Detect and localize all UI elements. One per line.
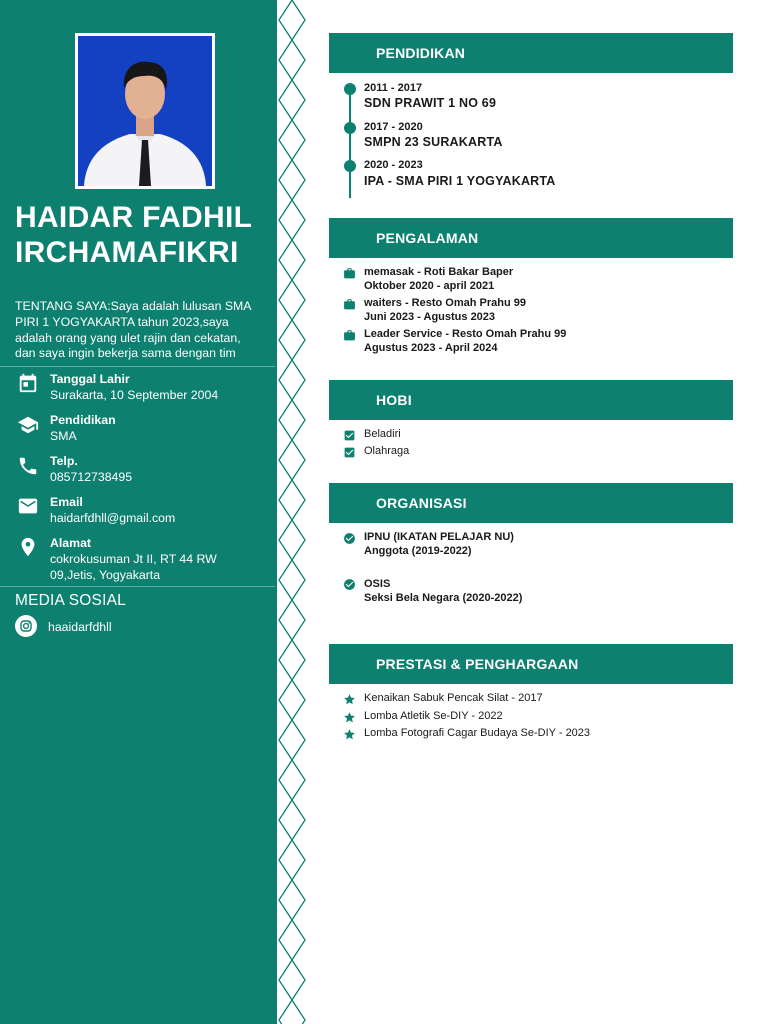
- achievement-item: Lomba Atletik Se-DIY - 2022: [364, 710, 503, 722]
- sidebar: [0, 0, 277, 1024]
- star-icon: [343, 693, 356, 706]
- checkbox-checked-icon: [343, 446, 356, 459]
- contact-value: 085712738495: [50, 470, 133, 484]
- contact-value: SMA: [50, 429, 77, 443]
- education-years: 2017 - 2020: [364, 121, 423, 133]
- contact-label: Pendidikan: [50, 413, 116, 427]
- email-icon: [17, 495, 39, 517]
- divider: [0, 586, 275, 587]
- organization-detail: Anggota (2019-2022): [364, 545, 472, 557]
- about-line: dan saya ingin bekerja sama dengan tim: [15, 346, 236, 361]
- about-line: TENTANG SAYA:Saya adalah lulusan SMA: [15, 299, 252, 313]
- timeline-dot: [344, 83, 356, 95]
- address-line: 09,Jetis, Yogyakarta: [50, 568, 161, 582]
- timeline-dot: [344, 160, 356, 172]
- calendar-icon: [17, 372, 39, 394]
- experience-role: memasak - Roti Bakar Baper: [364, 266, 514, 278]
- experience-period: Agustus 2023 - April 2024: [364, 342, 498, 354]
- graduation-cap-icon: [17, 414, 39, 436]
- star-icon: [343, 728, 356, 741]
- education-years: 2020 - 2023: [364, 159, 423, 171]
- education-years: 2011 - 2017: [364, 82, 423, 94]
- divider: [0, 366, 275, 367]
- organization-name: IPNU (IKATAN PELAJAR NU): [364, 531, 514, 543]
- achievement-item: Kenaikan Sabuk Pencak Silat - 2017: [364, 692, 543, 704]
- checkbox-checked-icon: [343, 429, 356, 442]
- education-school: SMPN 23 SURAKARTA: [364, 135, 503, 149]
- phone-icon: [17, 455, 39, 477]
- experience-role: waiters - Resto Omah Prahu 99: [364, 297, 526, 309]
- contact-label: Telp.: [50, 454, 78, 468]
- contact-value: Surakarta, 10 September 2004: [50, 388, 219, 402]
- education-school: SDN PRAWIT 1 NO 69: [364, 96, 497, 110]
- name-line-1: HAIDAR FADHIL: [15, 201, 253, 234]
- timeline-line: [349, 88, 351, 198]
- contact-label: Email: [50, 495, 83, 509]
- hobby-item: Beladiri: [364, 428, 401, 440]
- name-line-2: IRCHAMAFIKRI: [15, 236, 239, 269]
- about-text: [15, 299, 271, 362]
- contact-value: [50, 551, 270, 583]
- instagram-handle[interactable]: haaidarfdhll: [48, 620, 112, 634]
- experience-period: Oktober 2020 - april 2021: [364, 280, 495, 292]
- section-heading-pengalaman: PENGALAMAN: [329, 218, 733, 258]
- profile-photo: [78, 36, 212, 186]
- hobby-item: Olahraga: [364, 445, 410, 457]
- briefcase-icon: [343, 329, 356, 342]
- full-name: [15, 200, 270, 270]
- organization-name: OSIS: [364, 578, 391, 590]
- achievement-item: Lomba Fotografi Cagar Budaya Se-DIY - 2023: [364, 727, 591, 739]
- section-heading-pendidikan: PENDIDIKAN: [329, 33, 733, 73]
- instagram-icon[interactable]: [15, 615, 37, 637]
- experience-role: Leader Service - Resto Omah Prahu 99: [364, 328, 567, 340]
- contact-value: haidarfdhll@gmail.com: [50, 511, 176, 525]
- organization-detail: Seksi Bela Negara (2020-2022): [364, 592, 523, 604]
- star-icon: [343, 711, 356, 724]
- section-heading-organisasi: ORGANISASI: [329, 483, 733, 523]
- diamond-pattern: [277, 0, 307, 1024]
- contact-label: Tanggal Lahir: [50, 372, 130, 386]
- location-pin-icon: [17, 536, 39, 558]
- check-circle-icon: [343, 578, 356, 591]
- profile-photo-frame: [75, 33, 215, 189]
- person-portrait-icon: [78, 36, 212, 186]
- contact-label: Alamat: [50, 536, 92, 550]
- briefcase-icon: [343, 298, 356, 311]
- education-school: IPA - SMA PIRI 1 YOGYAKARTA: [364, 174, 556, 188]
- section-heading-prestasi: PRESTASI & PENGHARGAAN: [329, 644, 733, 684]
- about-line: PIRI 1 YOGYAKARTA tahun 2023,saya: [15, 314, 229, 329]
- experience-period: Juni 2023 - Agustus 2023: [364, 311, 496, 323]
- timeline-dot: [344, 122, 356, 134]
- check-circle-icon: [343, 532, 356, 545]
- briefcase-icon: [343, 267, 356, 280]
- section-heading-hobi: HOBI: [329, 380, 733, 420]
- address-line: cokrokusuman Jt II, RT 44 RW: [50, 552, 217, 566]
- social-media-title: MEDIA SOSIAL: [15, 592, 126, 609]
- about-line: adalah orang yang ulet rajin dan cekatan,: [15, 330, 241, 345]
